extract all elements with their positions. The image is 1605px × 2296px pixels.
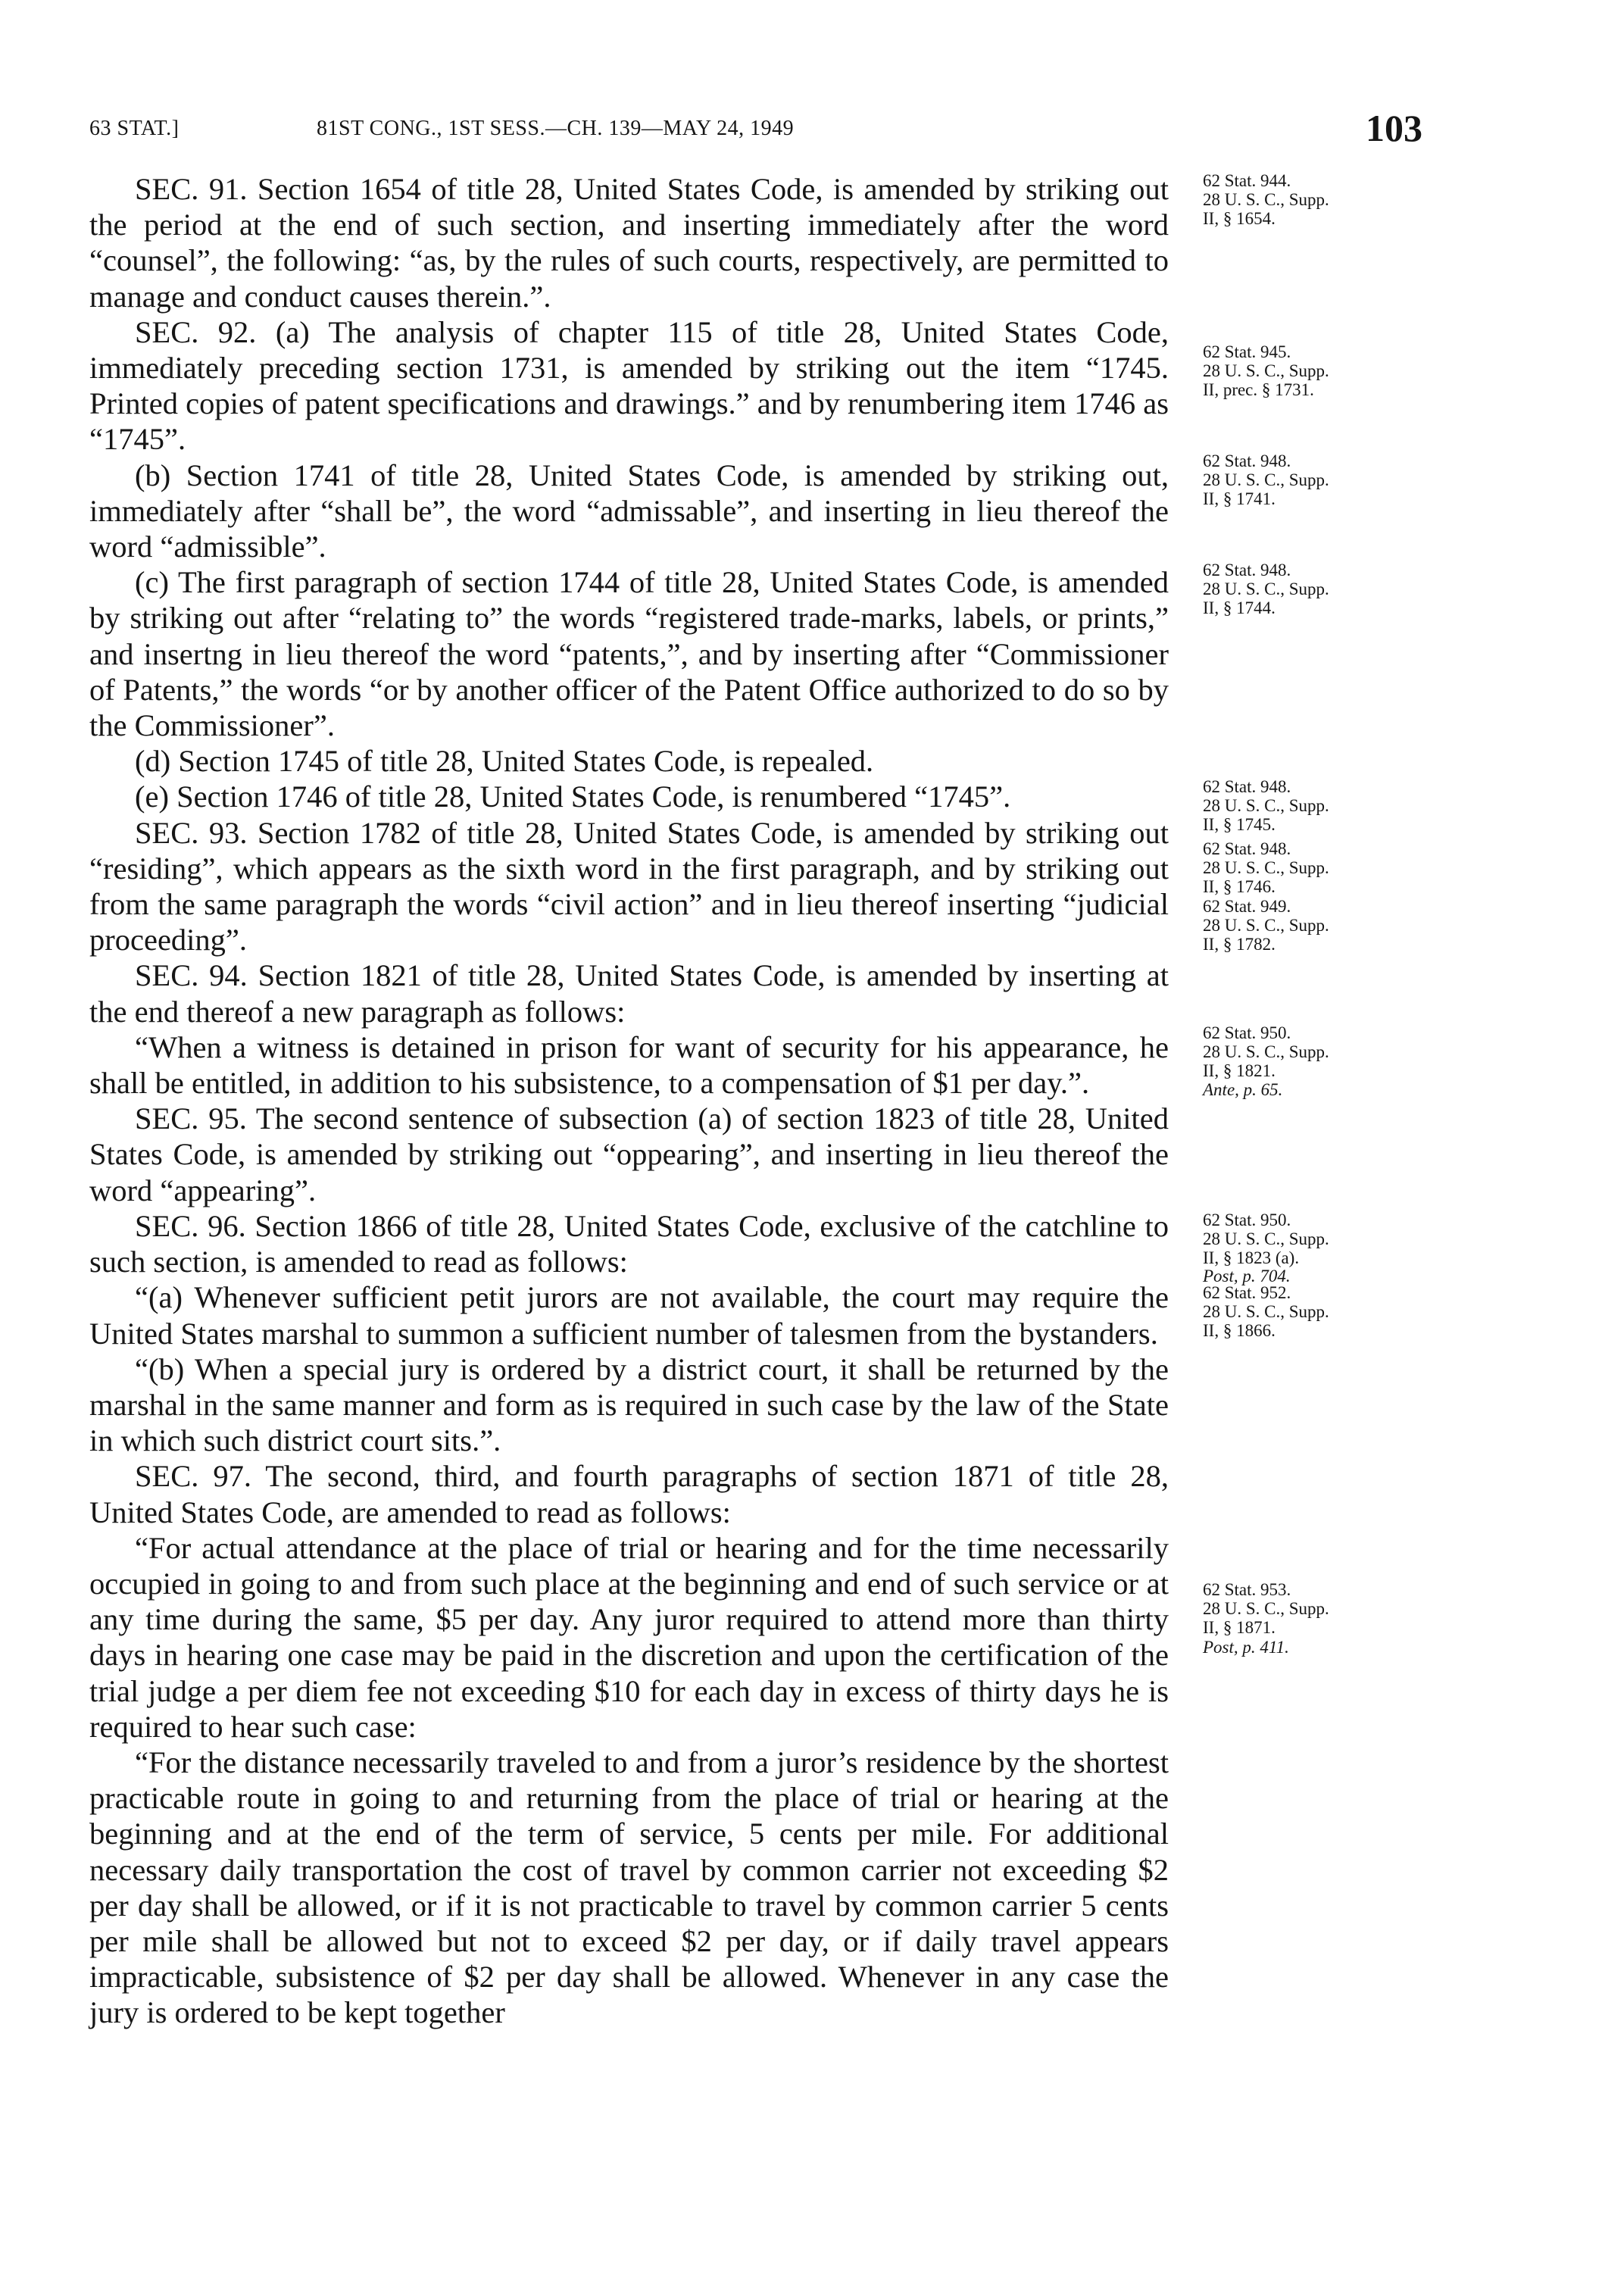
margin-note: 62 Stat. 948. 28 U. S. C., Supp. II, § 1745. xyxy=(1203,777,1329,834)
paragraph-sec-92-c: (c) The first paragraph of section 1744 of title 28, United States Code, is amended by striking out after “relating to” the words “registered trade-marks, labels, or prints,” and insertng in lieu thereof the word “patents,”, and by inserting after “Commissioner of Patents,” the words “or by another officer of the Patent Office authorized to do so by the Commissioner”. xyxy=(89,565,1169,743)
paragraph-sec-92-d: (d) Section 1745 of title 28, United States Code, is repealed. xyxy=(135,744,874,779)
paragraph-sec-95: SEC. 95. The second sentence of subsection (a) of section 1823 of title 28, United States Code, is amended by striking out “oppearing”, and inserting in lieu thereof the word “appearing”. xyxy=(89,1101,1169,1207)
paragraph-sec-94: SEC. 94. Section 1821 of title 28, United States Code, is amended by inserting at the end thereof a new paragraph as follows: xyxy=(89,958,1169,1029)
margin-note: 62 Stat. 950. 28 U. S. C., Supp. II, § 1821. xyxy=(1203,1023,1329,1080)
margin-note: 62 Stat. 948. 28 U. S. C., Supp. II, § 1746. xyxy=(1203,839,1329,896)
margin-note: 62 Stat. 949. 28 U. S. C., Supp. II, § 1782. xyxy=(1203,897,1329,954)
margin-note-reference: Ante, p. 65. xyxy=(1203,1080,1283,1099)
paragraph-sec-92-e: (e) Section 1746 of title 28, United States Code, is renumbered “1745”. xyxy=(135,779,1011,814)
paragraph-sec-97-mileage: “For the distance necessarily traveled to and from a juror’s residence by the shortest practicable route in going to and returning from the place of trial or hearing at the beginning and at the end of the term of service, 5 cents per mile. For additional necessary daily transportation the cost of travel by common carrier not exceeding $2 per day shall be allowed, or if it is not practicable to travel by common carrier 5 cents per mile shall be allowed but not to exceed $2 per day, or if daily travel appears impracticable, subsistence of $2 per day shall be allowed. Whenever in any case the jury is ordered to be kept together xyxy=(89,1745,1169,2030)
margin-note-reference: Post, p. 411. xyxy=(1203,1638,1289,1657)
margin-note: 62 Stat. 950. 28 U. S. C., Supp. II, § 1823 (a). xyxy=(1203,1210,1329,1267)
paragraph-sec-97: SEC. 97. The second, third, and fourth paragraphs of section 1871 of title 28, United States Code, are amended to read as follows: xyxy=(89,1459,1169,1529)
margin-note: 62 Stat. 948. 28 U. S. C., Supp. II, § 1741. xyxy=(1203,451,1329,508)
margin-note: 62 Stat. 948. 28 U. S. C., Supp. II, § 1744. xyxy=(1203,561,1329,617)
paragraph-sec-93: SEC. 93. Section 1782 of title 28, United States Code, is amended by striking out “residing”, which appears as the sixth word in the first paragraph, and by striking out from the same paragraph the words “civil action” and in lieu thereof inserting “judicial proceeding”. xyxy=(89,815,1169,957)
paragraph-sec-96: SEC. 96. Section 1866 of title 28, United States Code, exclusive of the catchline to such section, is amended to read as follows: xyxy=(89,1208,1169,1279)
header-volume: 63 STAT.] xyxy=(89,117,180,140)
paragraph-sec-94-quote: “When a witness is detained in prison for want of security for his appearance, he shall be entitled, in addition to his subsistence, to a compensation of $1 per day.”. xyxy=(89,1029,1169,1101)
statute-body xyxy=(89,171,1169,2031)
paragraph-sec-96-b: “(b) When a special jury is ordered by a district court, it shall be returned by the marshal in the same manner and form as is required in such case by the law of the State in which such district court sits.”. xyxy=(89,1351,1169,1458)
margin-note: 62 Stat. 952. 28 U. S. C., Supp. II, § 1866. xyxy=(1203,1283,1329,1340)
paragraph-sec-92-a: SEC. 92. (a) The analysis of chapter 115 of title 28, United States Code, immediately preceding section 1731, is amended by striking out the item “1745. Printed copies of patent specifications and drawings.” and by renumbering item 1746 as “1745”. xyxy=(89,314,1169,457)
paragraph-sec-92-b: (b) Section 1741 of title 28, United States Code, is amended by striking out, immediately after “shall be”, the word “admissable”, and inserting in lieu thereof the word “admissible”. xyxy=(89,458,1169,564)
margin-note: 62 Stat. 945. 28 U. S. C., Supp. II, prec. § 1731. xyxy=(1203,342,1329,399)
page-number: 103 xyxy=(1366,107,1422,149)
running-header xyxy=(89,107,1422,159)
paragraph-sec-91: SEC. 91. Section 1654 of title 28, United States Code, is amended by striking out the period at the end of such section, and inserting immediately after the word “counsel”, the following: “as, by the rules of such courts, respectively, are permitted to manage and conduct causes therein.”. xyxy=(89,172,1169,314)
margin-note: 62 Stat. 944. 28 U. S. C., Supp. II, § 1654. xyxy=(1203,171,1329,228)
margin-note: 62 Stat. 953. 28 U. S. C., Supp. II, § 1871. xyxy=(1203,1580,1329,1637)
paragraph-sec-96-a: “(a) Whenever sufficient petit jurors are not available, the court may require the United States marshal to summon a sufficient number of talesmen from the bystanders. xyxy=(89,1280,1169,1351)
margin-note-reference: Post, p. 704. xyxy=(1203,1267,1291,1285)
paragraph-sec-97-attendance: “For actual attendance at the place of trial or hearing and for the time necessarily occupied in going to and from such place at the beginning and end of such service or at any time during the same, $5 per day. Any juror required to attend more than thirty days in hearing one case may be paid in the discretion and upon the certification of the trial judge a per diem fee not exceeding $10 for each day in excess of thirty days he is required to hear such case: xyxy=(89,1530,1169,1744)
header-citation: 81ST CONG., 1ST SESS.—CH. 139—MAY 24, 1949 xyxy=(317,117,795,140)
